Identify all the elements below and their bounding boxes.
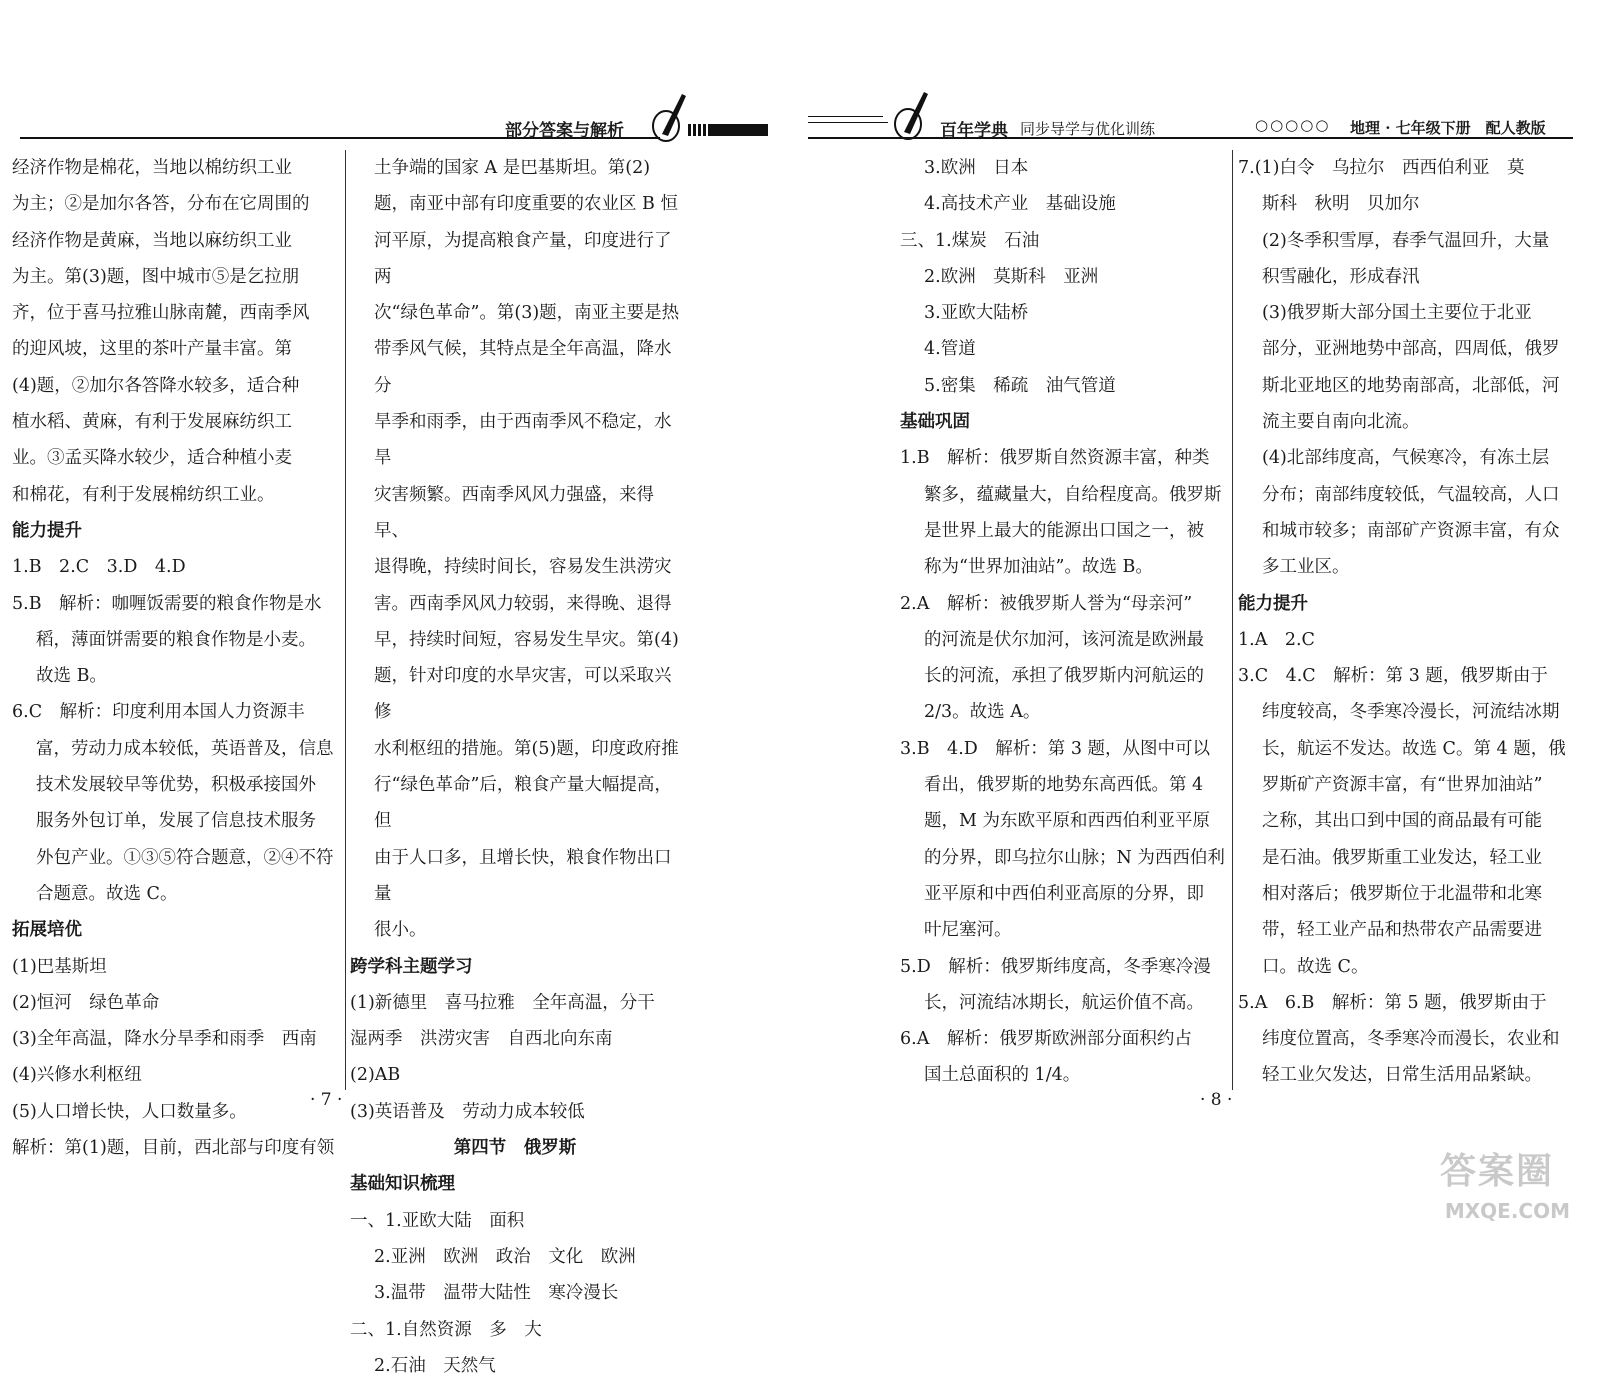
answer-line: 早，持续时间短，容易发生旱灾。第(4) — [374, 629, 679, 650]
answer-line: 3.B 4.D 解析：第 3 题，从图中可以 — [900, 738, 1211, 759]
answer-line: 题，南亚中部有印度重要的农业区 B 恒 — [374, 194, 678, 215]
answer-line: 积雪融化，形成春汛 — [1262, 266, 1420, 287]
answer-line: 害。西南季风风力较弱，来得晚、退得 — [374, 593, 672, 614]
answer-line: 灾害频繁。西南季风风力强盛，来得早、 — [374, 484, 654, 541]
right-header-brand: 百年学典 — [940, 121, 1008, 141]
answer-line: 和城市较多；南部矿产资源丰富，有众 — [1262, 520, 1560, 541]
answer-line: 7.(1)白令 乌拉尔 西西伯利亚 莫 — [1238, 158, 1525, 178]
answer-line: 部分，亚洲地势中部高，四周低，俄罗 — [1262, 339, 1560, 360]
answer-line: 齐，位于喜马拉雅山脉南麓，西南季风 — [12, 303, 310, 324]
answer-line: 6.C 解析：印度利用本国人力资源丰 — [12, 702, 305, 723]
answer-column-4 — [1238, 150, 1570, 1121]
answer-line: 长，航运不发达。故选 C。第 4 题，俄 — [1262, 738, 1566, 759]
answer-line: 湿两季 洪涝灾害 自西北向东南 — [350, 1029, 613, 1050]
answer-line: 长的河流，承担了俄罗斯内河航运的 — [924, 666, 1204, 687]
answer-column-2 — [350, 150, 680, 1376]
answer-line: 斯北亚地区的地势南部高，北部低，河 — [1262, 375, 1560, 396]
answer-line: 河平原，为提高粮食产量，印度进行了两 — [374, 230, 672, 287]
answer-line: (5)人口增长快，人口数量多。 — [12, 1101, 247, 1122]
answer-line: 是石油。俄罗斯重工业发达，轻工业 — [1262, 847, 1542, 868]
answer-line: 5.密集 稀疏 油气管道 — [924, 375, 1116, 396]
answer-line: 4.管道 — [924, 339, 976, 360]
quill-pen-icon — [888, 88, 932, 144]
answer-line: 很小。 — [374, 920, 427, 941]
section-heading: 第四节 俄罗斯 — [453, 1138, 577, 1159]
answer-line: 解析：第(1)题，目前，西北部与印度有领 — [12, 1138, 335, 1159]
section-heading: 基础知识梳理 — [350, 1174, 455, 1195]
answer-line: 称为“世界加油站”。故选 B。 — [924, 557, 1153, 578]
answer-line: 为主。第(3)题，图中城市⑤是乞拉朋 — [12, 266, 300, 287]
answer-line: 稻，薄面饼需要的粮食作物是小麦。 — [36, 629, 316, 650]
left-page-number: · 7 · — [310, 1090, 343, 1110]
answer-line: (2)恒河 绿色革命 — [12, 992, 160, 1013]
answer-line: 6.A 解析：俄罗斯欧洲部分面积约占 — [900, 1029, 1192, 1050]
answer-line: 4.高技术产业 基础设施 — [924, 194, 1116, 215]
answer-line: 口。故选 C。 — [1262, 956, 1369, 977]
answer-line: 为主；②是加尔各答，分布在它周围的 — [12, 194, 310, 215]
answer-line: (3)全年高温，降水分旱季和雨季 西南 — [12, 1029, 317, 1050]
quill-pen-icon — [648, 90, 692, 146]
answer-line: 水利枢纽的措施。第(5)题，印度政府推 — [374, 738, 679, 759]
answer-line: 旱季和雨季，由于西南季风不稳定，水旱 — [374, 412, 672, 469]
column-divider — [345, 150, 346, 1090]
answer-line: 2.亚洲 欧洲 政治 文化 欧洲 — [374, 1246, 636, 1267]
answer-line: 植水稻、黄麻，有利于发展麻纺织工 — [12, 412, 292, 433]
answer-line: 合题意。故选 C。 — [36, 883, 178, 904]
answer-line: 轻工业欠发达，日常生活用品紧缺。 — [1262, 1065, 1542, 1086]
answer-line: 土争端的国家 A 是巴基斯坦。第(2) — [374, 158, 651, 178]
answer-line: 5.A 6.B 解析：第 5 题，俄罗斯由于 — [1238, 992, 1547, 1013]
answer-line: 技术发展较早等优势，积极承接国外 — [36, 775, 316, 796]
answer-line: 1.A 2.C — [1238, 629, 1315, 650]
header-dots: ○○○○○ — [1255, 116, 1331, 134]
answer-line: (4)题，②加尔各答降水较多，适合种 — [12, 375, 300, 396]
answer-line: 的河流是伏尔加河，该河流是欧洲最 — [924, 629, 1204, 650]
answer-line: 3.亚欧大陆桥 — [924, 303, 1029, 324]
answer-line: 题，针对印度的水旱灾害，可以采取兴修 — [374, 666, 672, 723]
section-heading: 能力提升 — [12, 520, 82, 541]
right-page — [800, 0, 1600, 1231]
header-bars-icon — [688, 124, 768, 136]
section-heading: 基础巩固 — [900, 412, 970, 433]
watermark-url: MXQE.COM — [1444, 1199, 1570, 1223]
answer-line: 3.欧洲 日本 — [924, 158, 1029, 178]
answer-line: 流主要自南向北流。 — [1262, 412, 1420, 433]
answer-line: 长，河流结冰期长，航运价值不高。 — [924, 992, 1204, 1013]
left-page — [0, 0, 800, 1376]
answer-line: (2)AB — [350, 1065, 401, 1086]
answer-line: 斯科 秋明 贝加尔 — [1262, 194, 1420, 215]
answer-line: 故选 B。 — [36, 666, 107, 687]
answer-line: 叶尼塞河。 — [924, 920, 1012, 941]
answer-line: 繁多，蕴藏量大，自给程度高。俄罗斯 — [924, 484, 1222, 505]
answer-line: 题，M 为东欧平原和西西伯利亚平原 — [924, 811, 1210, 832]
answer-line: 分布；南部纬度较低，气温较高，人口 — [1262, 484, 1560, 505]
answer-line: 2.欧洲 莫斯科 亚洲 — [924, 266, 1099, 287]
answer-line: (3)俄罗斯大部分国土主要位于北亚 — [1262, 303, 1532, 324]
answer-line: 业。③孟买降水较少，适合种植小麦 — [12, 448, 292, 469]
watermark-logo: 答案圈 — [1440, 1151, 1555, 1192]
answer-line: 纬度较高，冬季寒冷漫长，河流结冰期 — [1262, 702, 1560, 723]
answer-line: 之称，其出口到中国的商品最有可能 — [1262, 811, 1542, 832]
section-heading: 能力提升 — [1238, 593, 1308, 614]
header-rule-top — [808, 116, 883, 117]
answer-line: 的分界，即乌拉尔山脉；N 为西西伯利 — [924, 847, 1225, 868]
answer-line: 外包产业。①③⑤符合题意，②④不符 — [36, 847, 334, 868]
header-rule-mid — [808, 122, 888, 123]
answer-line: 富，劳动力成本较低，英语普及，信息 — [36, 738, 334, 759]
answer-line: 看出，俄罗斯的地势东高西低。第 4 — [924, 775, 1204, 796]
answer-line: 5.D 解析：俄罗斯纬度高，冬季寒冷漫 — [900, 956, 1211, 977]
answer-line: 1.B 解析：俄罗斯自然资源丰富，种类 — [900, 448, 1210, 469]
answer-line: 3.温带 温带大陆性 寒冷漫长 — [374, 1283, 619, 1304]
right-header-series: 同步导学与优化训练 — [1020, 120, 1156, 138]
answer-line: 经济作物是棉花，当地以棉纺织工业 — [12, 158, 292, 178]
answer-line: 2.A 解析：被俄罗斯人誉为“母亲河” — [900, 593, 1193, 614]
answer-line: 一、1.亚欧大陆 面积 — [350, 1210, 525, 1231]
answer-line: 的迎风坡，这里的茶叶产量丰富。第 — [12, 339, 292, 360]
answer-line: (1)新德里 喜马拉雅 全年高温，分干 — [350, 992, 655, 1013]
answer-line: 5.B 解析：咖喱饭需要的粮食作物是水 — [12, 593, 322, 614]
answer-line: 2.石油 天然气 — [374, 1355, 496, 1376]
section-heading: 拓展培优 — [12, 920, 82, 941]
answer-line: (2)冬季积雪厚，春季气温回升，大量 — [1262, 230, 1550, 251]
answer-line: 经济作物是黄麻，当地以麻纺织工业 — [12, 230, 292, 251]
answer-line: 带季风气候，其特点是全年高温，降水分 — [374, 339, 672, 396]
answer-line: 和棉花，有利于发展棉纺织工业。 — [12, 484, 275, 505]
answer-line: (4)北部纬度高，气候寒冷，有冻土层 — [1262, 448, 1550, 469]
answer-line: 2/3。故选 A。 — [924, 702, 1041, 723]
answer-line: 1.B 2.C 3.D 4.D — [12, 557, 186, 578]
answer-line: 多工业区。 — [1262, 557, 1350, 578]
answer-line: (1)巴基斯坦 — [12, 956, 107, 977]
answer-line: 是世界上最大的能源出口国之一，被 — [924, 520, 1204, 541]
section-heading: 跨学科主题学习 — [350, 956, 473, 977]
answer-line: 纬度位置高，冬季寒冷而漫长，农业和 — [1262, 1029, 1560, 1050]
right-page-number: · 8 · — [1200, 1090, 1233, 1110]
answer-line: 国土总面积的 1/4。 — [924, 1065, 1081, 1086]
answer-line: 行“绿色革命”后，粮食产量大幅提高，但 — [374, 775, 672, 832]
watermark — [1440, 1143, 1570, 1223]
answer-line: 次“绿色革命”。第(3)题，南亚主要是热 — [374, 303, 680, 324]
column-divider — [1232, 150, 1233, 1090]
answer-column-3 — [900, 150, 1228, 1121]
answer-line: 3.C 4.C 解析：第 3 题，俄罗斯由于 — [1238, 666, 1548, 687]
answer-column-1 — [12, 150, 342, 1159]
answer-line: (4)兴修水利枢纽 — [12, 1065, 142, 1086]
answer-line: 带，轻工业产品和热带农产品需要进 — [1262, 920, 1542, 941]
answer-line: 亚平原和中西伯利亚高原的分界，即 — [924, 883, 1204, 904]
left-header-title: 部分答案与解析 — [505, 121, 624, 141]
answer-line: 二、1.自然资源 多 大 — [350, 1319, 542, 1340]
answer-line: 退得晚，持续时间长，容易发生洪涝灾 — [374, 557, 672, 578]
right-header-subject: 地理 · 七年级下册 配人教版 — [1350, 119, 1546, 137]
answer-line: (3)英语普及 劳动力成本较低 — [350, 1101, 585, 1122]
answer-line: 服务外包订单，发展了信息技术服务 — [36, 811, 316, 832]
answer-line: 罗斯矿产资源丰富，有“世界加油站” — [1262, 775, 1543, 796]
answer-line: 由于人口多，且增长快，粮食作物出口量 — [374, 847, 672, 904]
answer-line: 三、1.煤炭 石油 — [900, 230, 1040, 251]
answer-line: 相对落后；俄罗斯位于北温带和北寒 — [1262, 883, 1542, 904]
